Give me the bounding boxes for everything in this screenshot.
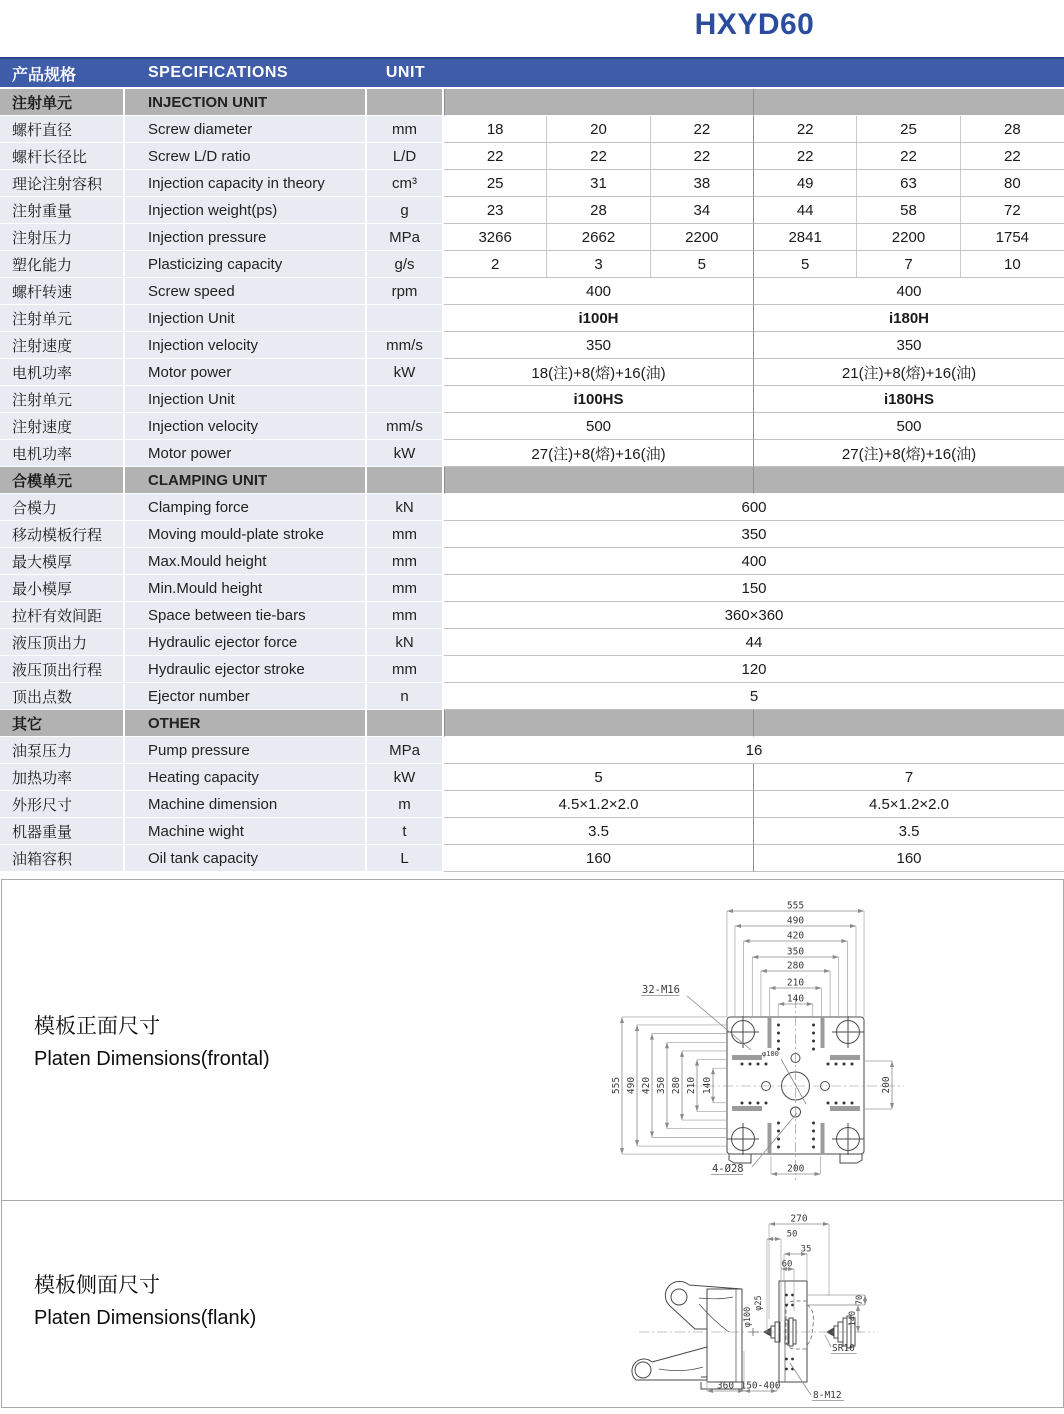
- section-values-right: [754, 467, 1064, 494]
- frontal-title-cn: 模板正面尺寸: [34, 1015, 160, 1038]
- row-label-en: Injection capacity in theory: [125, 170, 367, 197]
- svg-text:4-Ø28: 4-Ø28: [712, 1163, 744, 1175]
- row-unit: g/s: [367, 251, 444, 278]
- svg-text:35: 35: [800, 1244, 812, 1255]
- value-cell: 350: [754, 332, 1064, 359]
- row-label-cn: 油泵压力: [0, 737, 125, 764]
- value-cell: 58: [857, 197, 960, 224]
- svg-text:280: 280: [671, 1076, 682, 1095]
- row-label-en: Injection pressure: [125, 224, 367, 251]
- row-unit: kN: [367, 629, 444, 656]
- row-label-cn: 液压顶出力: [0, 629, 125, 656]
- value-cell: 150: [444, 575, 1064, 602]
- row-label-cn: 注射速度: [0, 332, 125, 359]
- value-cell: 49: [754, 170, 857, 197]
- flank-panel-title: [34, 1269, 256, 1330]
- row-label-en: Plasticizing capacity: [125, 251, 367, 278]
- row-label-en: Injection Unit: [125, 386, 367, 413]
- row-label-en: Clamping force: [125, 494, 367, 521]
- value-cell: 18(注)+8(熔)+16(油): [444, 359, 754, 386]
- row-unit: [367, 386, 444, 413]
- section-name-en: CLAMPING UNIT: [125, 467, 367, 494]
- value-cell: 16: [444, 737, 1064, 764]
- row-unit: kW: [367, 764, 444, 791]
- row-unit: L/D: [367, 143, 444, 170]
- value-cell: 400: [444, 278, 754, 305]
- row-label-en: Machine wight: [125, 818, 367, 845]
- spec-row: [0, 197, 1064, 224]
- row-label-cn: 注射速度: [0, 413, 125, 440]
- value-cell: i180HS: [754, 386, 1064, 413]
- header-product-spec: 产品规格: [12, 66, 77, 84]
- value-cell: 38: [651, 170, 754, 197]
- svg-text:φ100: φ100: [762, 1050, 779, 1058]
- spec-row: [0, 656, 1064, 683]
- value-cell: 5: [651, 251, 754, 278]
- row-label-cn: 最大模厚: [0, 548, 125, 575]
- value-cell: 21(注)+8(熔)+16(油): [754, 359, 1064, 386]
- value-cell: 72: [961, 197, 1064, 224]
- section-row: [0, 89, 1064, 116]
- value-cell: 5: [444, 683, 1064, 710]
- row-label-cn: 移动模板行程: [0, 521, 125, 548]
- svg-text:280: 280: [786, 960, 805, 972]
- value-cell: 18: [444, 116, 547, 143]
- svg-text:360: 360: [716, 1380, 735, 1392]
- value-cell: 44: [754, 197, 857, 224]
- row-label-en: Motor power: [125, 440, 367, 467]
- row-label-en: Oil tank capacity: [125, 845, 367, 872]
- value-cell: 27(注)+8(熔)+16(油): [754, 440, 1064, 467]
- frontal-drawing: [599, 880, 1063, 1198]
- value-cell: 400: [754, 278, 1064, 305]
- row-label-en: Machine dimension: [125, 791, 367, 818]
- spec-row: [0, 629, 1064, 656]
- row-label-en: Hydraulic ejector force: [125, 629, 367, 656]
- svg-text:60: 60: [781, 1259, 793, 1270]
- value-cell: 34: [651, 197, 754, 224]
- row-label-en: Pump pressure: [125, 737, 367, 764]
- svg-text:SR10: SR10: [832, 1343, 855, 1354]
- svg-text:270: 270: [790, 1213, 808, 1225]
- row-label-cn: 螺杆转速: [0, 278, 125, 305]
- row-label-en: Injection Unit: [125, 305, 367, 332]
- svg-text:490: 490: [626, 1076, 637, 1095]
- value-cell: 360×360: [444, 602, 1064, 629]
- row-unit: g: [367, 197, 444, 224]
- value-cell: 2841: [754, 224, 857, 251]
- spec-row: [0, 305, 1064, 332]
- spec-row: [0, 143, 1064, 170]
- row-label-en: Min.Mould height: [125, 575, 367, 602]
- row-unit: mm: [367, 548, 444, 575]
- row-unit: MPa: [367, 224, 444, 251]
- section-values-left: [444, 710, 754, 737]
- row-unit: rpm: [367, 278, 444, 305]
- row-unit: L: [367, 845, 444, 872]
- row-unit: mm: [367, 656, 444, 683]
- row-label-en: Moving mould-plate stroke: [125, 521, 367, 548]
- section-unit-cell: [367, 710, 444, 737]
- row-label-cn: 注射单元: [0, 386, 125, 413]
- row-label-en: Screw speed: [125, 278, 367, 305]
- frontal-panel: [1, 879, 1064, 1201]
- value-cell: 2662: [547, 224, 650, 251]
- row-label-cn: 外形尺寸: [0, 791, 125, 818]
- value-cell: 44: [444, 629, 1064, 656]
- value-cell: 120: [444, 656, 1064, 683]
- spec-row: [0, 818, 1064, 845]
- row-unit: m: [367, 791, 444, 818]
- svg-text:32-M16: 32-M16: [642, 984, 680, 996]
- value-cell: 25: [857, 116, 960, 143]
- spec-row: [0, 278, 1064, 305]
- section-name-cn: 合模单元: [0, 467, 125, 494]
- spec-row: [0, 737, 1064, 764]
- value-cell: 3.5: [754, 818, 1064, 845]
- section-name-cn: 其它: [0, 710, 125, 737]
- value-cell: 2: [444, 251, 547, 278]
- spec-table-body: [0, 89, 1064, 872]
- svg-text:210: 210: [686, 1076, 697, 1095]
- svg-text:140: 140: [848, 1310, 858, 1327]
- row-unit: t: [367, 818, 444, 845]
- row-label-en: Space between tie-bars: [125, 602, 367, 629]
- svg-text:350: 350: [656, 1076, 667, 1095]
- value-cell: 3.5: [444, 818, 754, 845]
- row-unit: cm³: [367, 170, 444, 197]
- frontal-title-en: Platen Dimensions(frontal): [34, 1048, 270, 1070]
- row-unit: mm: [367, 602, 444, 629]
- value-cell: 350: [444, 332, 754, 359]
- section-name-en: INJECTION UNIT: [125, 89, 367, 116]
- spec-row: [0, 170, 1064, 197]
- value-cell: 22: [857, 143, 960, 170]
- value-cell: 4.5×1.2×2.0: [754, 791, 1064, 818]
- spec-row: [0, 440, 1064, 467]
- value-cell: i180H: [754, 305, 1064, 332]
- value-cell: 80: [961, 170, 1064, 197]
- value-cell: 22: [961, 143, 1064, 170]
- row-label-cn: 拉杆有效间距: [0, 602, 125, 629]
- row-label-cn: 电机功率: [0, 359, 125, 386]
- section-values-left: [444, 89, 754, 116]
- value-cell: 160: [754, 845, 1064, 872]
- header-unit: UNIT: [385, 64, 426, 81]
- spec-row: [0, 575, 1064, 602]
- section-name-cn: 注射单元: [0, 89, 125, 116]
- section-name-en: OTHER: [125, 710, 367, 737]
- section-unit-cell: [367, 467, 444, 494]
- value-cell: 3: [547, 251, 650, 278]
- row-unit: kW: [367, 359, 444, 386]
- spec-row: [0, 359, 1064, 386]
- row-label-en: Injection velocity: [125, 413, 367, 440]
- value-cell: 10: [961, 251, 1064, 278]
- spec-table: [0, 57, 1064, 872]
- flank-panel: [1, 1200, 1064, 1408]
- spec-row: [0, 602, 1064, 629]
- section-values-right: [754, 89, 1064, 116]
- spec-row: [0, 791, 1064, 818]
- value-cell: 22: [754, 116, 857, 143]
- flank-dimension-annotations: [707, 1214, 867, 1402]
- spec-row: [0, 251, 1064, 278]
- row-unit: [367, 305, 444, 332]
- value-cell: 22: [547, 143, 650, 170]
- spec-row: [0, 494, 1064, 521]
- spec-row: [0, 845, 1064, 872]
- value-cell: 500: [754, 413, 1064, 440]
- value-cell: 2200: [651, 224, 754, 251]
- svg-text:φ100: φ100: [743, 1306, 753, 1328]
- value-cell: i100HS: [444, 386, 754, 413]
- value-cell: 25: [444, 170, 547, 197]
- value-cell: 1754: [961, 224, 1064, 251]
- spec-row: [0, 521, 1064, 548]
- value-cell: 7: [754, 764, 1064, 791]
- header-specifications: SPECIFICATIONS: [148, 64, 289, 81]
- row-label-en: Motor power: [125, 359, 367, 386]
- row-label-en: Max.Mould height: [125, 548, 367, 575]
- section-values-right: [754, 710, 1064, 737]
- value-cell: 4.5×1.2×2.0: [444, 791, 754, 818]
- row-unit: mm/s: [367, 332, 444, 359]
- row-label-cn: 注射单元: [0, 305, 125, 332]
- row-label-cn: 螺杆直径: [0, 116, 125, 143]
- header-values-area: [444, 59, 1064, 87]
- row-unit: mm: [367, 575, 444, 602]
- row-label-en: Screw diameter: [125, 116, 367, 143]
- spec-row: [0, 764, 1064, 791]
- flank-drawing: [599, 1201, 1063, 1405]
- value-cell: 31: [547, 170, 650, 197]
- page-title: HXYD60: [694, 8, 815, 41]
- svg-text:555: 555: [786, 900, 805, 912]
- spec-row: [0, 413, 1064, 440]
- svg-text:150-400: 150-400: [740, 1380, 781, 1392]
- row-label-cn: 顶出点数: [0, 683, 125, 710]
- value-cell: 350: [444, 521, 1064, 548]
- value-cell: 2200: [857, 224, 960, 251]
- value-cell: 20: [547, 116, 650, 143]
- row-label-en: Heating capacity: [125, 764, 367, 791]
- section-row: [0, 710, 1064, 737]
- mould-dashed-outline: [786, 1301, 813, 1349]
- value-cell: 22: [754, 143, 857, 170]
- row-label-en: Injection weight(ps): [125, 197, 367, 224]
- value-cell: 600: [444, 494, 1064, 521]
- row-label-en: Injection velocity: [125, 332, 367, 359]
- spec-row: [0, 683, 1064, 710]
- row-unit: mm: [367, 116, 444, 143]
- value-cell: 28: [961, 116, 1064, 143]
- value-cell: 500: [444, 413, 754, 440]
- section-unit-cell: [367, 89, 444, 116]
- row-label-cn: 合模力: [0, 494, 125, 521]
- row-unit: n: [367, 683, 444, 710]
- row-label-en: Ejector number: [125, 683, 367, 710]
- row-unit: MPa: [367, 737, 444, 764]
- row-label-cn: 油箱容积: [0, 845, 125, 872]
- row-label-en: Screw L/D ratio: [125, 143, 367, 170]
- value-cell: 63: [857, 170, 960, 197]
- section-values-left: [444, 467, 754, 494]
- row-label-en: Hydraulic ejector stroke: [125, 656, 367, 683]
- value-cell: 5: [754, 251, 857, 278]
- row-label-cn: 注射重量: [0, 197, 125, 224]
- row-label-cn: 电机功率: [0, 440, 125, 467]
- value-cell: 23: [444, 197, 547, 224]
- row-unit: kN: [367, 494, 444, 521]
- value-cell: 22: [651, 116, 754, 143]
- table-header-row: [0, 57, 1064, 87]
- value-cell: 400: [444, 548, 1064, 575]
- row-label-cn: 注射压力: [0, 224, 125, 251]
- value-cell: 5: [444, 764, 754, 791]
- svg-text:210: 210: [786, 977, 805, 989]
- svg-text:420: 420: [641, 1076, 652, 1095]
- row-label-cn: 最小模厚: [0, 575, 125, 602]
- value-cell: 27(注)+8(熔)+16(油): [444, 440, 754, 467]
- value-cell: 7: [857, 251, 960, 278]
- row-label-cn: 机器重量: [0, 818, 125, 845]
- row-unit: mm: [367, 521, 444, 548]
- row-unit: kW: [367, 440, 444, 467]
- row-label-cn: 加热功率: [0, 764, 125, 791]
- value-cell: 28: [547, 197, 650, 224]
- value-cell: 22: [444, 143, 547, 170]
- row-label-cn: 理论注射容积: [0, 170, 125, 197]
- svg-text:555: 555: [611, 1076, 622, 1095]
- flank-title-en: Platen Dimensions(flank): [34, 1307, 257, 1329]
- svg-text:140: 140: [786, 993, 805, 1005]
- value-cell: i100H: [444, 305, 754, 332]
- machine-outline: [632, 1281, 855, 1391]
- spec-row: [0, 332, 1064, 359]
- value-cell: 3266: [444, 224, 547, 251]
- spec-row: [0, 224, 1064, 251]
- spec-row: [0, 548, 1064, 575]
- svg-text:200: 200: [787, 1163, 805, 1175]
- flank-title-cn: 模板侧面尺寸: [34, 1274, 160, 1297]
- section-row: [0, 467, 1064, 494]
- value-cell: 160: [444, 845, 754, 872]
- row-label-cn: 液压顶出行程: [0, 656, 125, 683]
- svg-text:φ25: φ25: [754, 1295, 764, 1311]
- row-label-cn: 螺杆长径比: [0, 143, 125, 170]
- value-cell: 22: [651, 143, 754, 170]
- frontal-panel-title: [34, 1010, 270, 1071]
- spec-row: [0, 116, 1064, 143]
- spec-row: [0, 386, 1064, 413]
- svg-text:8-M12: 8-M12: [813, 1390, 842, 1401]
- svg-text:350: 350: [786, 946, 805, 958]
- svg-text:140: 140: [702, 1076, 713, 1095]
- row-unit: mm/s: [367, 413, 444, 440]
- row-label-cn: 塑化能力: [0, 251, 125, 278]
- svg-text:70: 70: [855, 1294, 865, 1306]
- svg-text:490: 490: [786, 915, 805, 927]
- svg-text:420: 420: [786, 930, 805, 942]
- svg-text:200: 200: [881, 1076, 892, 1094]
- svg-text:50: 50: [786, 1229, 798, 1240]
